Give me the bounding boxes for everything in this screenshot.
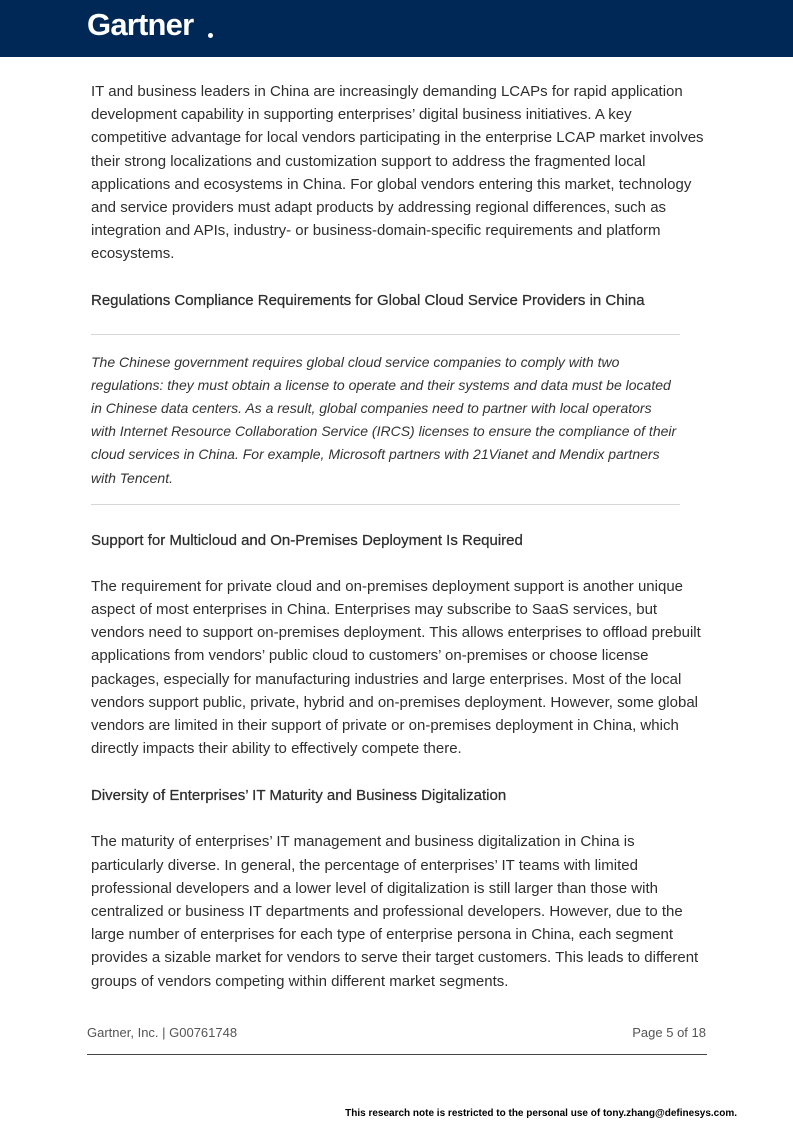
section-heading-it-maturity: Diversity of Enterprises’ IT Maturity and Business Digitalization bbox=[91, 787, 507, 805]
section-heading-multicloud: Support for Multicloud and On-Premises Deployment Is Required bbox=[91, 531, 523, 549]
section-heading-regulations: Regulations Compliance Requirements for Global Cloud Service Providers in China bbox=[91, 291, 645, 309]
intro-paragraph: IT and business leaders in China are increasingly demanding LCAPs for rapid application development capability in supporting enterprises’ digital business initiatives. A key competitive advantage for local vendors participating in the enterprise LCAP market involves their strong localizations and customization support to address the fragmented local applications and ecosystems in China. For global vendors entering this market, technology and service providers must adapt products by addressing regional differences, such as integration and APIs, industry- or business-domain-specific requirements and platform ecosystems. bbox=[91, 83, 704, 263]
callout-box bbox=[91, 334, 680, 505]
restriction-notice: This research note is restricted to the personal use of tony.zhang@definesys.com. bbox=[345, 1108, 737, 1119]
footer-divider bbox=[87, 1054, 707, 1055]
callout-text: The Chinese government requires global cloud service companies to comply with two regulations: they must obtain a license to operate and their systems and data must be located in Chinese data centers. As a result, global companies need to partner with local operators with Internet Resource Collaboration Service (IRCS) licenses to ensure the compliance of their cloud services in China. For example, Microsoft partners with 21Vianet and Mendix partners with Tencent. bbox=[91, 353, 677, 486]
footer-document-id: Gartner, Inc. | G00761748 bbox=[87, 1025, 238, 1040]
multicloud-paragraph: The requirement for private cloud and on-premises deployment support is another unique aspect of most enterprises in China. Enterprises may subscribe to SaaS services, but vendors need to support on-premises deployment. This allows enterprises to offload prebuilt applications from vendors’ public cloud to customers’ on-premises or choose license packages, especially for manufacturing industries and large enterprises. Most of the local vendors support public, private, hybrid and on-premises deployment. However, some global vendors are limited in their support of private or on-premises deployment in China, which directly impacts their ability to effectively compete there. bbox=[91, 577, 701, 758]
page-header bbox=[0, 0, 793, 57]
gartner-logo: Gartner bbox=[87, 7, 194, 42]
page-content bbox=[91, 80, 706, 993]
logo-dot-icon bbox=[208, 33, 213, 38]
footer-page-number: Page 5 of 18 bbox=[632, 1025, 706, 1040]
it-maturity-paragraph: The maturity of enterprises’ IT management and business digitalization in China is particularly diverse. In general, the percentage of enterprises’ IT teams with limited professional developers and a lower level of digitalization is still larger than those with centralized or business IT departments and professional developers. However, due to the large number of enterprises for each type of enterprise persona in China, each segment provides a sizable market for vendors to serve their target customers. This leads to different groups of vendors competing within different market segments. bbox=[91, 833, 699, 990]
